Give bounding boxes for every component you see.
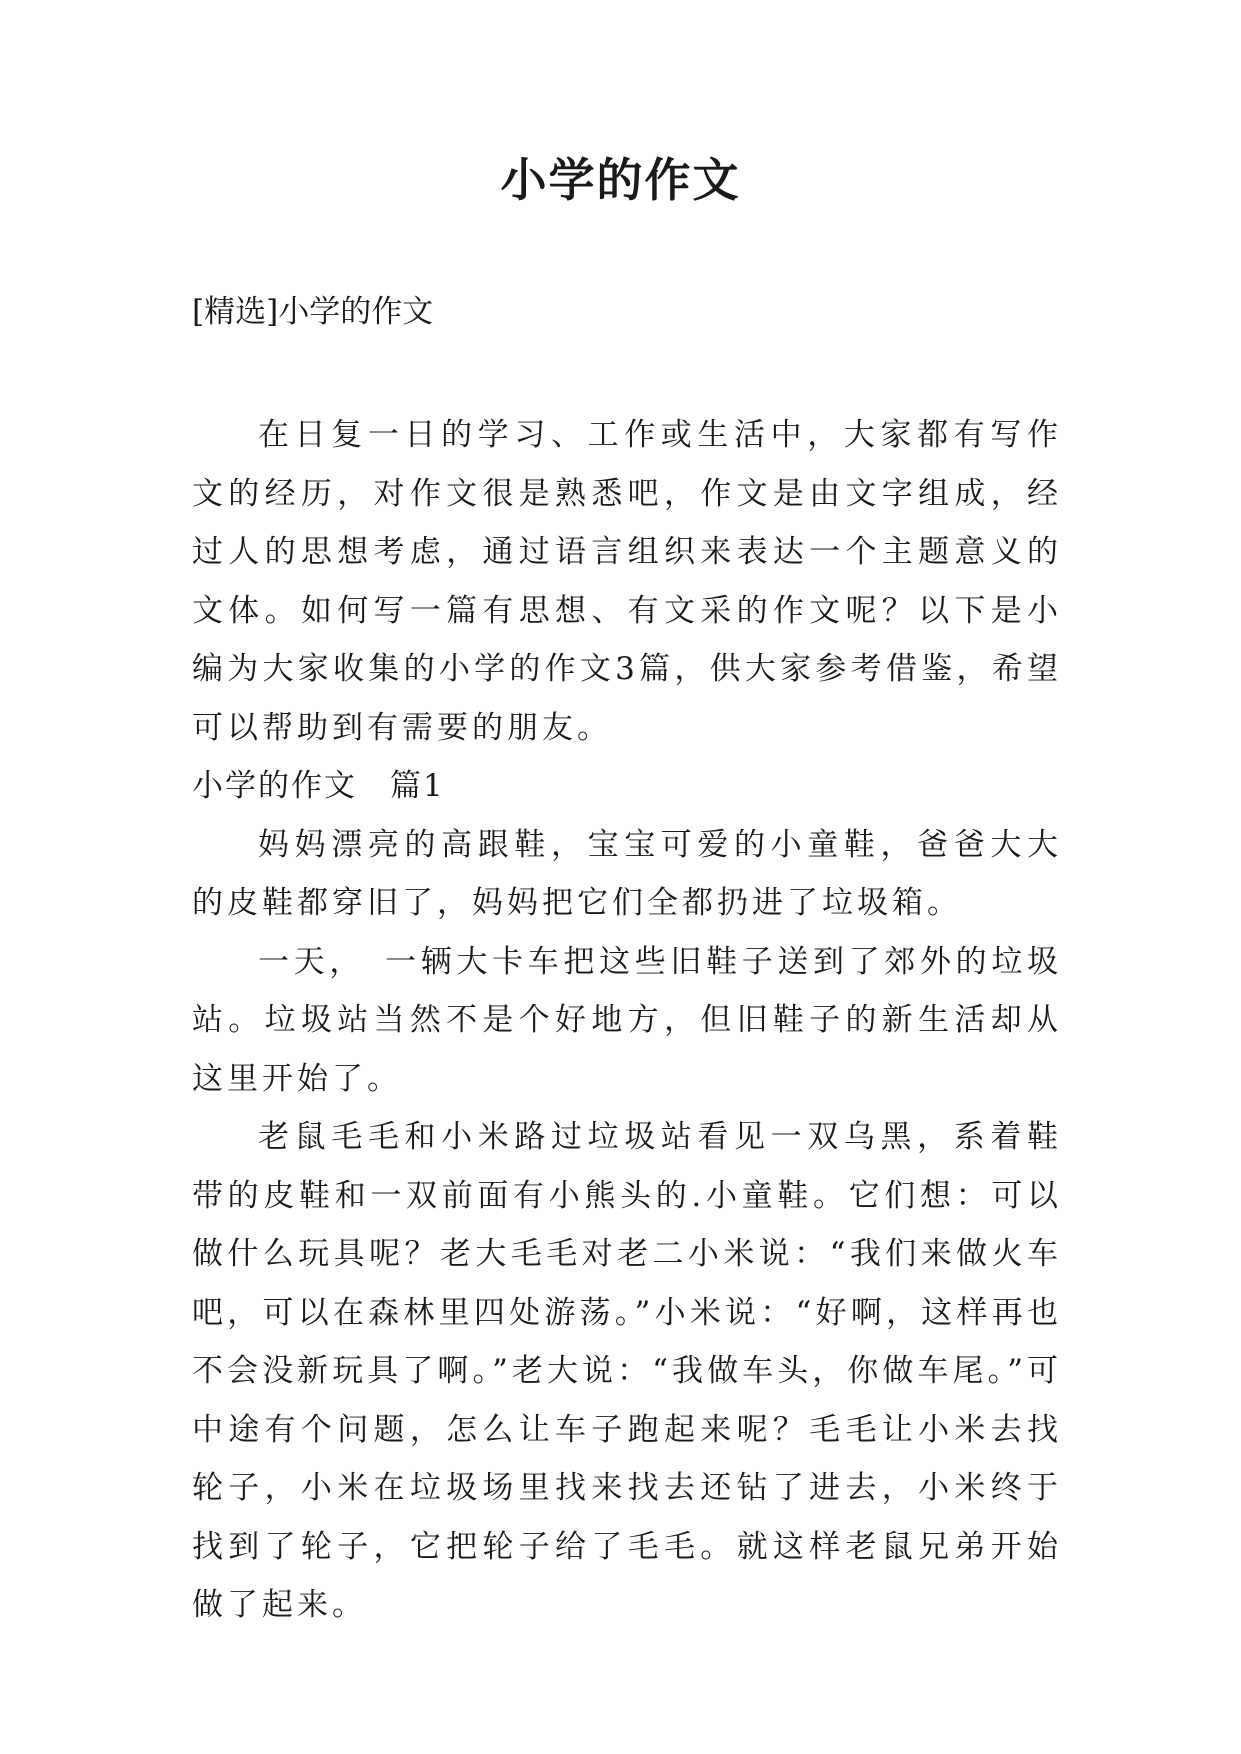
section-heading: 小学的作文 篇1 — [192, 768, 445, 804]
paragraph: 妈妈漂亮的高跟鞋，宝宝可爱的小童鞋，爸爸大大的皮鞋都穿旧了，妈妈把它们全都扔进了垃圾箱。 — [192, 826, 1062, 921]
document-subtitle: [精选]小学的作文 — [192, 294, 434, 330]
paragraph: 老鼠毛毛和小米路过垃圾站看见一双乌黑，系着鞋带的皮鞋和一双前面有小熊头的.小童鞋。它们想：可以做什么玩具呢？老大毛毛对老二小米说：“我们来做火车吧，可以在森林里四处游荡。”小米说：“好啊，这样再也不会没新玩具了啊。”老大说：“我做车头，你做车尾。”可中途有个问题，怎么让车子跑起来呢？毛毛让小米去找轮子，小米在垃圾场里找来找去还钻了进去，小米终于找到了轮子，它把轮子给了毛毛。就这样老鼠兄弟开始做了起来。 — [192, 1119, 1062, 1623]
document-body — [192, 406, 1062, 1635]
page-title: 小学的作文 — [500, 153, 741, 207]
intro-paragraph: 在日复一日的学习、工作或生活中，大家都有写作文的经历，对作文很是熟悉吧，作文是由文字组成，经过人的思想考虑，通过语言组织来表达一个主题意义的文体。如何写一篇有思想、有文采的作文呢？以下是小编为大家收集的小学的作文3篇，供大家参考借鉴，希望可以帮助到有需要的朋友。 — [192, 417, 1062, 746]
paragraph: 一天， 一辆大卡车把这些旧鞋子送到了郊外的垃圾站。垃圾站当然不是个好地方，但旧鞋子的新生活却从这里开始了。 — [192, 943, 1062, 1097]
